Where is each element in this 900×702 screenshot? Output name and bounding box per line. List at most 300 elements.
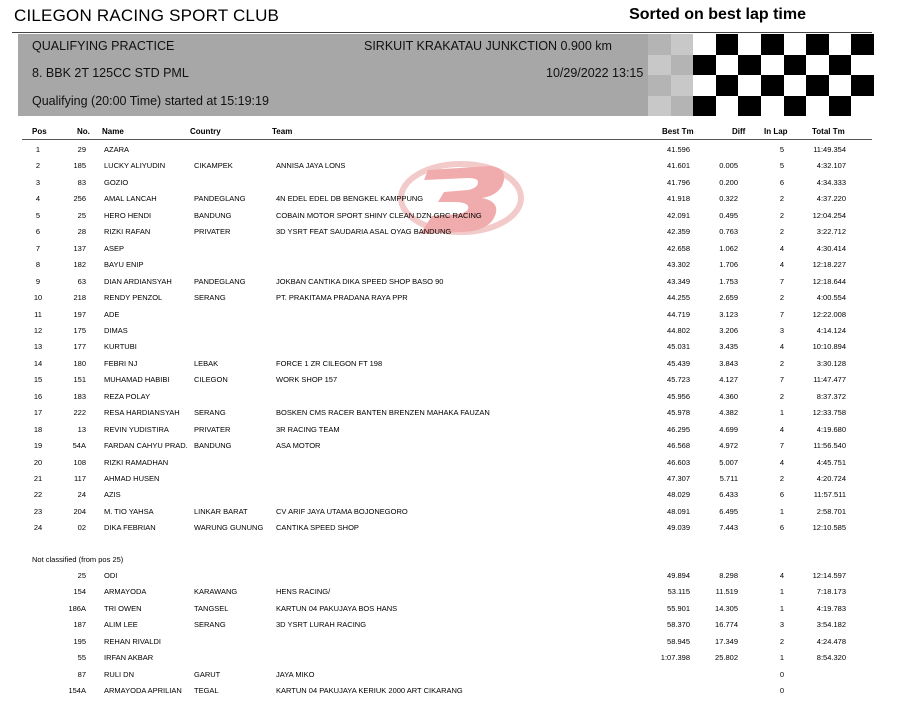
cell-best: 41.596 <box>667 145 690 154</box>
cell-total: 4:34.333 <box>816 177 846 187</box>
table-row <box>0 142 900 158</box>
cell-diff: 0.495 <box>719 210 738 220</box>
cell-country: SERANG <box>194 620 226 630</box>
cell-inlap: 4 <box>779 243 785 253</box>
title-bar <box>0 0 900 32</box>
cell-inlap: 6 <box>779 177 785 187</box>
session-datetime: 10/29/2022 13:15 <box>546 66 644 80</box>
cell-inlap: 7 <box>779 441 785 451</box>
table-row <box>0 356 900 372</box>
cell-no: 204 <box>73 506 86 516</box>
cell-no: 28 <box>77 227 86 237</box>
title-divider <box>12 32 872 33</box>
cell-name: IRFAN AKBAR <box>104 653 154 663</box>
table-row <box>0 191 900 207</box>
cell-name: ADE <box>104 309 120 319</box>
cell-diff: 3.123 <box>719 309 738 319</box>
cell-country: PRIVATER <box>194 424 231 434</box>
cell-pos: 16 <box>33 391 43 401</box>
table-row <box>0 372 900 388</box>
cell-best: 46.603 <box>667 457 690 467</box>
cell-no: 177 <box>73 342 86 352</box>
checker-square <box>829 34 852 55</box>
cell-inlap: 4 <box>779 342 785 352</box>
cell-best: 49.039 <box>667 523 690 533</box>
cell-diff: 5.007 <box>719 457 738 467</box>
checker-square <box>671 75 694 96</box>
checker-square <box>806 75 829 96</box>
cell-country: PRIVATER <box>194 227 231 237</box>
cell-inlap: 1 <box>779 408 785 418</box>
cell-diff: 17.349 <box>715 636 738 646</box>
checkered-flag <box>648 34 874 116</box>
checker-square <box>806 96 829 117</box>
cell-inlap: 2 <box>779 210 785 220</box>
table-row <box>0 175 900 191</box>
cell-name: BAYU ENIP <box>104 260 144 270</box>
cell-inlap: 2 <box>779 293 785 303</box>
cell-inlap: 4 <box>779 571 785 580</box>
cell-name: RENDY PENZOL <box>104 293 163 303</box>
checker-square <box>693 96 716 117</box>
table-row <box>0 650 900 666</box>
checker-square <box>761 75 784 96</box>
cell-inlap: 6 <box>779 523 785 533</box>
checker-square <box>851 96 874 117</box>
checker-square <box>671 96 694 117</box>
table-row <box>0 241 900 257</box>
checker-square <box>648 75 671 96</box>
cell-no: 55 <box>77 653 86 663</box>
checker-square <box>738 75 761 96</box>
cell-inlap: 2 <box>779 474 785 483</box>
cell-inlap: 1 <box>779 653 785 663</box>
cell-team: JAYA MIKO <box>276 669 315 679</box>
checker-square <box>738 34 761 55</box>
checker-square <box>829 75 852 96</box>
cell-name: GOZIO <box>104 177 129 187</box>
cell-country: PANDEGLANG <box>194 194 246 204</box>
col-inlap: In Lap <box>764 127 788 136</box>
cell-best: 41.918 <box>667 194 690 204</box>
cell-no: 87 <box>77 669 86 679</box>
cell-inlap: 4 <box>779 260 785 270</box>
cell-country: BANDUNG <box>194 441 232 451</box>
cell-diff: 4.972 <box>719 441 738 451</box>
cell-no: 25 <box>77 210 86 220</box>
cell-name: TRI OWEN <box>104 603 142 613</box>
cell-diff: 1.706 <box>719 260 738 270</box>
cell-best: 44.255 <box>667 293 690 303</box>
cell-name: DIAN ARDIANSYAH <box>104 276 172 286</box>
cell-no: 117 <box>74 474 86 483</box>
cell-pos: 7 <box>35 243 41 253</box>
cell-best: 58.370 <box>667 620 690 630</box>
cell-pos: 9 <box>35 276 41 286</box>
cell-inlap: 3 <box>779 325 785 335</box>
cell-team: HENS RACING/ <box>276 587 331 597</box>
cell-total: 11:56.540 <box>813 441 846 451</box>
col-diff: Diff <box>732 127 746 136</box>
cell-pos: 3 <box>35 177 41 187</box>
table-row <box>0 601 900 617</box>
cell-inlap: 1 <box>779 587 785 597</box>
cell-best: 43.302 <box>667 260 690 270</box>
cell-pos: 14 <box>33 358 43 368</box>
cell-inlap: 7 <box>779 375 785 385</box>
not-classified-label: Not classified (from pos 25) <box>32 555 124 564</box>
cell-diff: 7.443 <box>719 523 738 533</box>
cell-name: RIZKI RAFAN <box>104 227 151 237</box>
cell-name: FARDAN CAHYU PRAD. <box>104 441 188 451</box>
checker-square <box>784 96 807 117</box>
col-country: Country <box>190 127 221 136</box>
cell-diff: 0.005 <box>719 161 738 171</box>
cell-country: SERANG <box>194 293 226 303</box>
checker-square <box>671 55 694 76</box>
cell-diff: 8.298 <box>719 571 738 580</box>
cell-team: KARTUN 04 PAKUJAYA KERIUK 2000 ART CIKARANG <box>276 686 463 696</box>
table-row <box>0 568 900 584</box>
cell-best: 42.359 <box>667 227 690 237</box>
cell-inlap: 2 <box>779 636 785 646</box>
cell-inlap: 2 <box>779 391 785 401</box>
cell-team: ASA MOTOR <box>276 441 321 451</box>
cell-diff: 25.802 <box>715 653 738 663</box>
cell-inlap: 1 <box>779 603 785 613</box>
cell-name: KURTUBI <box>104 342 137 352</box>
cell-best: 46.568 <box>667 441 690 451</box>
cell-diff: 6.433 <box>719 490 738 500</box>
checker-square <box>648 55 671 76</box>
cell-pos: 2 <box>35 161 41 171</box>
cell-total: 4:19.680 <box>816 424 846 434</box>
cell-total: 3:22.712 <box>816 227 846 237</box>
cell-team: PT. PRAKITAMA PRADANA RAYA PPR <box>276 293 408 303</box>
cell-team: CANTIKA SPEED SHOP <box>276 523 359 533</box>
cell-name: DIMAS <box>104 325 128 335</box>
cell-diff: 0.200 <box>719 177 738 187</box>
cell-total: 12:14.597 <box>812 571 846 580</box>
cell-country: PANDEGLANG <box>194 276 246 286</box>
circuit-name: SIRKUIT KRAKATAU JUNKCTION 0.900 km <box>364 39 612 53</box>
cell-best: 42.091 <box>667 210 690 220</box>
cell-team: 4N EDEL EDEL DB BENGKEL KAMPPUNG <box>276 194 424 204</box>
cell-no: 151 <box>73 375 86 385</box>
cell-team: 3R RACING TEAM <box>276 424 340 434</box>
col-no: No. <box>77 127 90 136</box>
cell-inlap: 4 <box>779 457 785 467</box>
checker-square <box>761 55 784 76</box>
cell-total: 12:22.008 <box>812 309 846 319</box>
cell-pos: 23 <box>33 506 43 516</box>
cell-country: TANGSEL <box>194 603 229 613</box>
cell-total: 4:24.478 <box>816 636 846 646</box>
cell-no: 154 <box>73 587 86 597</box>
table-row <box>0 683 900 699</box>
cell-name: MUHAMAD HABIBI <box>104 375 170 385</box>
table-row <box>0 274 900 290</box>
cell-no: 137 <box>73 243 86 253</box>
table-row <box>0 323 900 339</box>
cell-name: ARMAYODA <box>104 587 147 597</box>
cell-name: ASEP <box>104 243 125 253</box>
cell-no: 218 <box>73 293 86 303</box>
cell-inlap: 1 <box>779 506 785 516</box>
cell-inlap: 7 <box>779 309 785 319</box>
cell-total: 4:32.107 <box>816 161 846 171</box>
table-row <box>0 422 900 438</box>
cell-diff: 14.305 <box>715 603 738 613</box>
cell-total: 10:10.894 <box>812 342 846 352</box>
cell-name: AZIS <box>104 490 121 500</box>
cell-inlap: 3 <box>779 620 785 630</box>
cell-best: 46.295 <box>667 424 690 434</box>
cell-diff: 16.774 <box>715 620 738 630</box>
table-row <box>0 339 900 355</box>
cell-total: 2:58.701 <box>816 506 846 516</box>
cell-diff: 4.360 <box>719 391 738 401</box>
cell-name: LUCKY ALIYUDIN <box>104 161 166 171</box>
checker-square <box>648 96 671 117</box>
cell-diff: 3.206 <box>719 325 738 335</box>
cell-team: JOKBAN CANTIKA DIKA SPEED SHOP BASO 90 <box>276 276 444 286</box>
cell-no: 183 <box>73 391 86 401</box>
checker-square <box>851 34 874 55</box>
cell-country: SERANG <box>194 408 226 418</box>
checker-square <box>716 55 739 76</box>
cell-name: RULI DN <box>104 669 135 679</box>
cell-inlap: 4 <box>779 424 785 434</box>
cell-total: 7:18.173 <box>816 587 846 597</box>
checker-square <box>716 34 739 55</box>
cell-pos: 5 <box>35 210 41 220</box>
table-row <box>0 257 900 273</box>
cell-team: CV ARIF JAYA UTAMA BOJONEGORO <box>276 506 408 516</box>
header-divider <box>22 139 872 140</box>
cell-total: 8:37.372 <box>816 391 846 401</box>
class-name: 8. BBK 2T 125CC STD PML <box>32 66 189 80</box>
cell-name: ALIM LEE <box>104 620 138 630</box>
cell-name: REVIN YUDISTIRA <box>104 424 169 434</box>
cell-total: 4:45.751 <box>816 457 846 467</box>
table-row <box>0 487 900 503</box>
cell-total: 12:04.254 <box>812 210 846 220</box>
checker-square <box>716 75 739 96</box>
cell-inlap: 2 <box>779 194 785 204</box>
cell-total: 4:30.414 <box>816 243 846 253</box>
cell-diff: 2.659 <box>719 293 738 303</box>
cell-total: 8:54.320 <box>816 653 846 663</box>
cell-total: 4:37.220 <box>816 194 846 204</box>
sort-label: Sorted on best lap time <box>629 6 806 23</box>
cell-no: 63 <box>77 276 86 286</box>
table-row <box>0 224 900 240</box>
cell-pos: 6 <box>35 227 41 237</box>
cell-pos: 13 <box>33 342 43 352</box>
checker-square <box>829 96 852 117</box>
cell-total: 12:10.585 <box>812 523 846 533</box>
col-pos: Pos <box>32 127 47 136</box>
cell-diff: 0.322 <box>719 194 738 204</box>
cell-team: 3D YSRT LURAH RACING <box>276 620 367 630</box>
table-row <box>0 455 900 471</box>
checker-square <box>648 34 671 55</box>
cell-pos: 22 <box>33 490 43 500</box>
session-info-band <box>18 34 874 116</box>
col-total: Total Tm <box>812 127 845 136</box>
cell-diff: 0.763 <box>719 227 738 237</box>
checker-square <box>693 34 716 55</box>
cell-no: 195 <box>73 636 86 646</box>
cell-no: 24 <box>77 490 86 500</box>
cell-total: 4:14.124 <box>816 325 846 335</box>
cell-total: 11:47.477 <box>813 375 846 385</box>
cell-name: FEBRI NJ <box>104 358 138 368</box>
cell-no: 256 <box>73 194 86 204</box>
checker-square <box>784 55 807 76</box>
table-row <box>0 290 900 306</box>
cell-best: 44.802 <box>667 325 690 335</box>
checker-square <box>761 34 784 55</box>
cell-best: 48.029 <box>667 490 690 500</box>
cell-diff: 4.382 <box>719 408 738 418</box>
cell-best: 45.956 <box>667 391 690 401</box>
cell-no: 83 <box>77 177 86 187</box>
cell-total: 3:54.182 <box>816 620 846 630</box>
cell-country: KARAWANG <box>194 587 238 597</box>
cell-best: 42.658 <box>667 243 690 253</box>
cell-total: 12:18.227 <box>812 260 846 270</box>
cell-pos: 11 <box>34 309 42 319</box>
cell-best: 41.601 <box>667 161 690 171</box>
cell-best: 45.439 <box>667 358 690 368</box>
table-row <box>0 504 900 520</box>
cell-total: 4:20.724 <box>816 474 846 483</box>
col-best: Best Tm <box>662 127 694 136</box>
checker-square <box>716 96 739 117</box>
cell-no: 54A <box>72 441 86 451</box>
cell-diff: 3.843 <box>719 358 738 368</box>
cell-country: GARUT <box>194 669 221 679</box>
cell-name: DIKA FEBRIAN <box>104 523 156 533</box>
cell-best: 55.901 <box>667 603 690 613</box>
checker-square <box>693 55 716 76</box>
cell-country: BANDUNG <box>194 210 232 220</box>
table-row <box>0 208 900 224</box>
cell-best: 47.307 <box>667 474 690 483</box>
cell-inlap: 5 <box>779 161 785 171</box>
cell-diff: 3.435 <box>719 342 738 352</box>
checker-square <box>693 75 716 96</box>
checker-square <box>829 55 852 76</box>
cell-no: 175 <box>73 325 86 335</box>
cell-name: M. TIO YAHSA <box>104 506 154 516</box>
cell-pos: 24 <box>33 523 43 533</box>
table-row <box>0 158 900 174</box>
checker-square <box>671 34 694 55</box>
cell-total: 3:30.128 <box>816 358 846 368</box>
club-title: CILEGON RACING SPORT CLUB <box>14 6 280 25</box>
cell-country: LEBAK <box>194 358 219 368</box>
cell-best: 41.796 <box>667 177 690 187</box>
cell-pos: 17 <box>33 408 43 418</box>
cell-no: 154A <box>68 686 86 696</box>
cell-pos: 19 <box>33 441 43 451</box>
cell-country: CILEGON <box>194 375 228 385</box>
cell-no: 13 <box>77 424 86 434</box>
cell-pos: 15 <box>33 375 43 385</box>
cell-diff: 11.519 <box>715 587 738 597</box>
cell-best: 48.091 <box>667 506 690 516</box>
cell-team: 3D YSRT FEAT SAUDARIA ASAL OYAG BANDUNG <box>276 227 452 237</box>
cell-team: KARTUN 04 PAKUJAYA BOS HANS <box>276 603 398 613</box>
checker-square <box>784 75 807 96</box>
table-row <box>0 438 900 454</box>
cell-best: 49.894 <box>667 571 690 580</box>
cell-best: 53.115 <box>667 587 690 597</box>
cell-pos: 21 <box>33 474 43 483</box>
cell-name: REZA POLAY <box>104 391 151 401</box>
cell-no: 187 <box>73 620 86 630</box>
cell-name: ARMAYODA APRILIAN <box>104 686 182 696</box>
table-row <box>0 634 900 650</box>
cell-total: 11:57.511 <box>813 490 846 500</box>
cell-name: RIZKI RAMADHAN <box>104 457 169 467</box>
cell-no: 25 <box>77 571 86 580</box>
cell-no: 197 <box>73 309 86 319</box>
cell-country: TEGAL <box>194 686 219 696</box>
cell-diff: 1.062 <box>719 243 738 253</box>
cell-total: 12:18.644 <box>812 276 846 286</box>
cell-no: 185 <box>73 161 86 171</box>
cell-inlap: 5 <box>779 145 785 154</box>
cell-best: 45.031 <box>667 342 690 352</box>
cell-no: 182 <box>73 260 86 270</box>
table-row <box>0 389 900 405</box>
cell-best: 58.945 <box>667 636 690 646</box>
cell-team: ANNISA JAYA LONS <box>276 161 346 171</box>
cell-best: 45.723 <box>667 375 690 385</box>
table-row <box>0 307 900 323</box>
table-row <box>0 617 900 633</box>
cell-name: AMAL LANCAH <box>104 194 157 204</box>
cell-pos: 18 <box>33 424 43 434</box>
cell-inlap: 0 <box>779 669 785 679</box>
cell-name: AZARA <box>104 145 130 154</box>
session-start: Qualifying (20:00 Time) started at 15:19:19 <box>32 94 269 108</box>
cell-pos: 8 <box>35 260 41 270</box>
cell-team: WORK SHOP 157 <box>276 375 338 385</box>
cell-inlap: 6 <box>779 490 785 500</box>
cell-name: RESA HARDIANSYAH <box>104 408 180 418</box>
cell-inlap: 2 <box>779 227 785 237</box>
cell-diff: 4.699 <box>719 424 738 434</box>
cell-name: HERO HENDI <box>104 210 152 220</box>
cell-inlap: 7 <box>779 276 785 286</box>
table-row <box>0 471 900 487</box>
cell-no: 180 <box>73 358 86 368</box>
cell-total: 4:19.783 <box>816 603 846 613</box>
col-name: Name <box>102 127 124 136</box>
cell-diff: 6.495 <box>719 506 738 516</box>
checker-square <box>738 96 761 117</box>
cell-country: WARUNG GUNUNG <box>194 523 264 533</box>
cell-total: 11:49.354 <box>813 145 846 154</box>
cell-no: 222 <box>73 408 86 418</box>
cell-pos: 20 <box>33 457 43 467</box>
cell-pos: 10 <box>33 293 43 303</box>
